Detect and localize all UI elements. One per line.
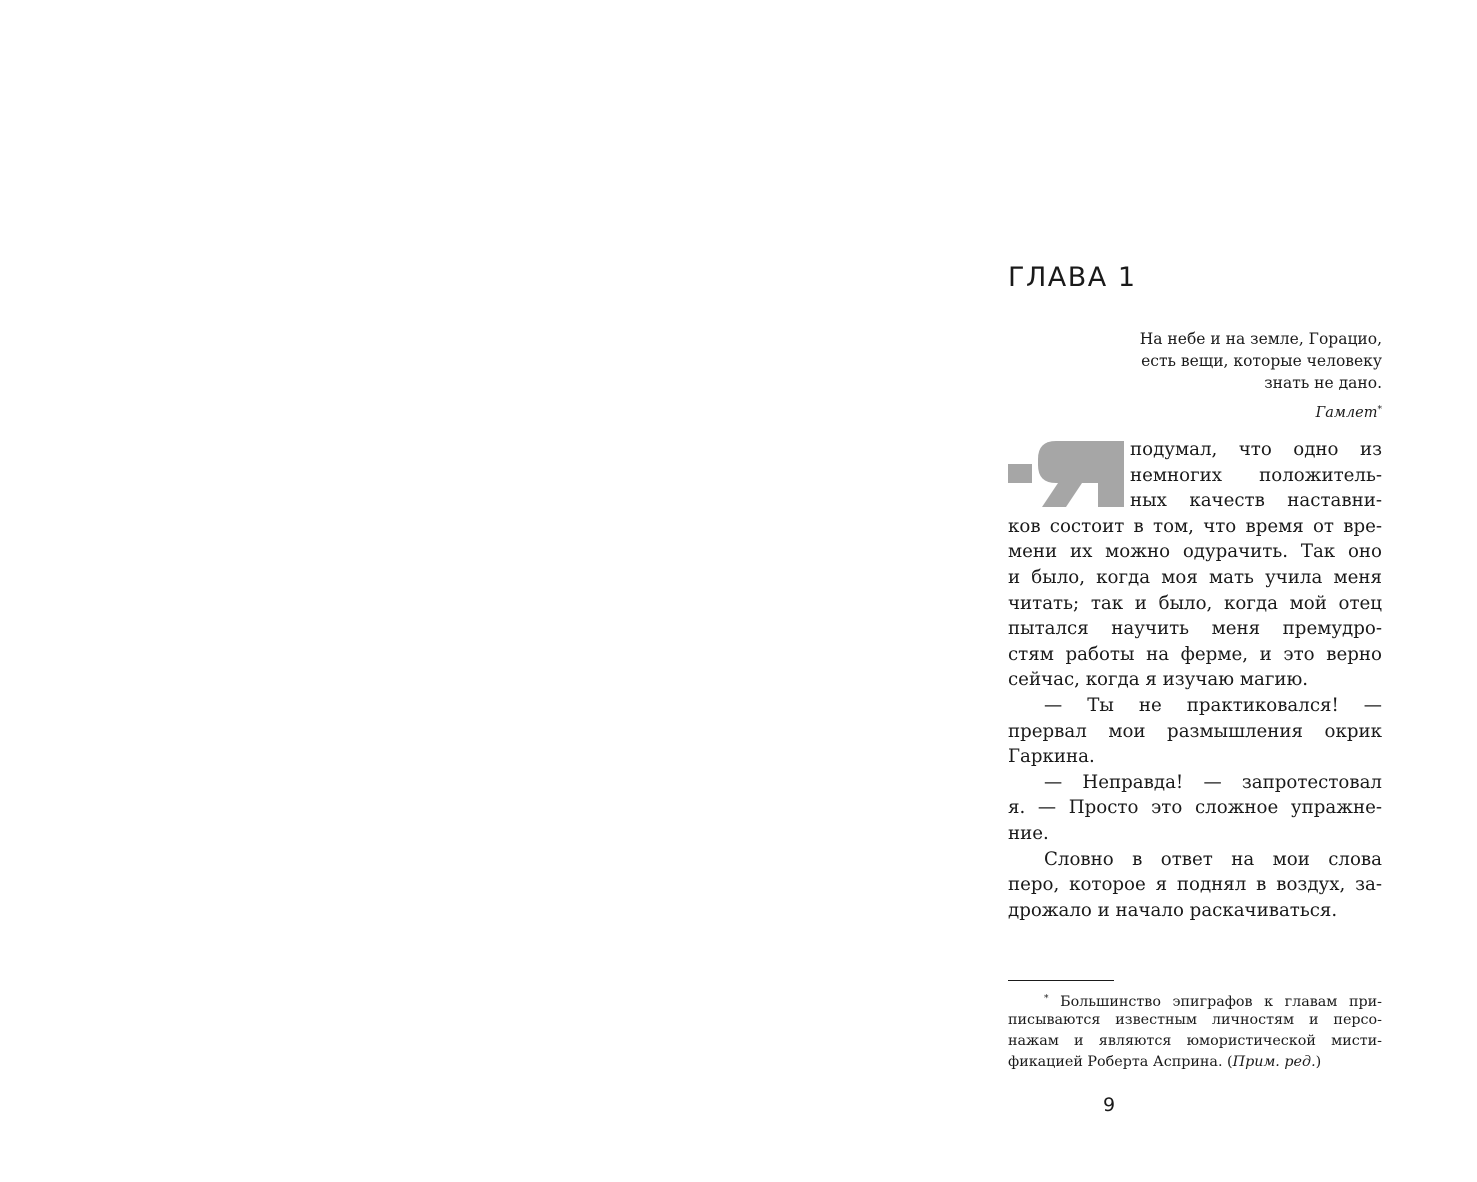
epigraph-line: есть вещи, которые человеку [1141, 352, 1382, 370]
footnote-marker: * [1044, 994, 1049, 1004]
text-line: Гаркина. [1008, 746, 1095, 768]
footnote-text: ) [1315, 1054, 1322, 1070]
footnote [1008, 989, 1382, 1073]
text-line: подумал, что одно из [1130, 439, 1382, 460]
editor-note: Прим. ред. [1232, 1054, 1316, 1070]
text-line: мени их можно одурачить. Так оно [1008, 541, 1382, 563]
page-number: 9 [1102, 1094, 1116, 1116]
text-line: ных качеств наставни- [1130, 490, 1382, 512]
text-line: сейчас, когда я изучаю магию. [1008, 669, 1309, 691]
footnote-marker: * [1377, 405, 1382, 415]
text-line: — Ты не практиковался! — [1044, 694, 1382, 716]
text-line: — Неправда! — запротестовал [1044, 771, 1382, 793]
footnote-line [1008, 989, 1382, 1010]
text-line: пытался научить меня премудро- [1008, 618, 1382, 640]
footnote-text: фикацией Роберта Асприна. ( [1008, 1054, 1233, 1070]
chapter-title: ГЛАВА 1 [1008, 262, 1137, 293]
epigraph-line: знать не дано. [1264, 374, 1382, 392]
text-line: прервал мои размышления окрик [1008, 720, 1382, 742]
right-page [1008, 0, 1382, 1182]
epigraph-source [1008, 399, 1382, 424]
text-line: ков состоит в том, что время от вре- [1008, 515, 1382, 537]
text-line: перо, которое я поднял в воздух, за- [1008, 874, 1382, 896]
text-line: и было, когда моя мать учила меня [1008, 566, 1382, 588]
text-line: дрожало и начало раскачиваться. [1008, 899, 1338, 921]
footnote-text: Большинство эпиграфов к главам при- [1060, 994, 1382, 1010]
text-line: ние. [1008, 822, 1049, 844]
footnote-line: писываются известным личностям и персо- [1008, 1012, 1382, 1028]
epigraph-source-text: Гамлет [1315, 405, 1378, 421]
epigraph-line: На небе и на земле, Горацио, [1139, 330, 1382, 348]
body-text [1008, 437, 1382, 923]
text-line: немногих положитель- [1130, 464, 1382, 486]
text-line: я. — Просто это сложное упражне- [1008, 797, 1382, 819]
footnote-line: нажам и являются юмористической мисти- [1008, 1033, 1382, 1049]
text-line: стям работы на ферме, и это верно [1008, 643, 1382, 665]
text-line: Словно в ответ на мои слова [1044, 848, 1382, 870]
footnote-divider [1008, 980, 1114, 981]
footnote-line [1008, 1052, 1382, 1073]
text-line: читать; так и было, когда мой отец [1008, 592, 1382, 614]
epigraph [1008, 328, 1382, 424]
